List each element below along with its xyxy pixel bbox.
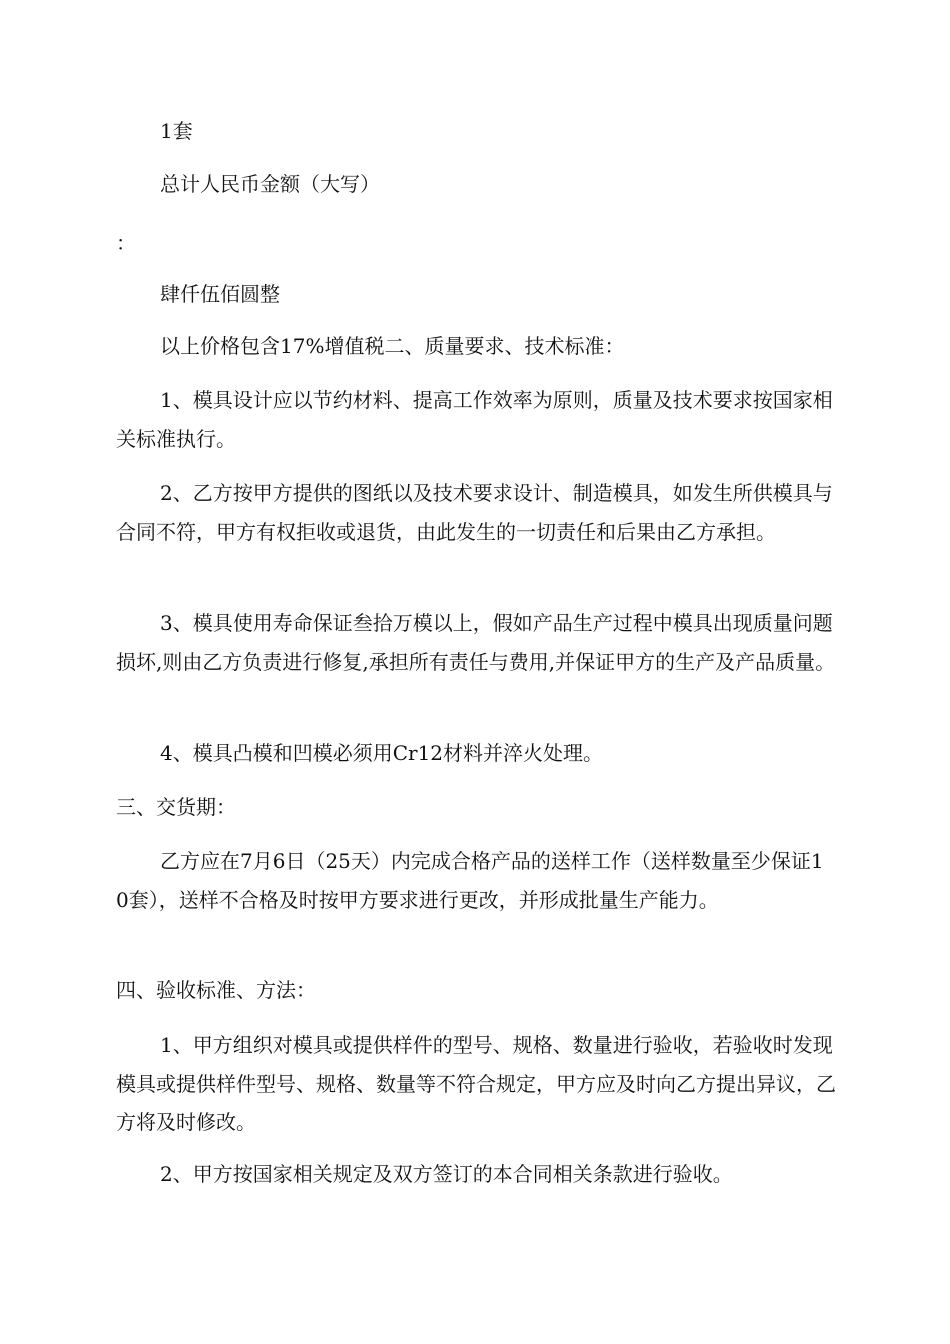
tax-note-and-section-two-heading: 以上价格包含17%增值税二、质量要求、技术标准： — [160, 334, 625, 358]
quality-clause-4: 4、模具凸模和凹模必须用Cr12材料并淬火处理。 — [160, 741, 604, 765]
delivery-clause: 乙方应在7月6日（25天）内完成合格产品的送样工作（送样数量至少保证10套），送样不合格及时按甲方要求进行更改，并形成批量生产能力。 — [116, 849, 824, 912]
total-amount-label: 总计人民币金额（大写） — [160, 172, 380, 196]
section-four-heading: 四、验收标准、方法： — [116, 978, 316, 1002]
section-three-heading: 三、交货期： — [116, 795, 236, 819]
quantity-line: 1套 — [160, 119, 193, 143]
acceptance-clause-2: 2、甲方按国家相关规定及双方签订的本合同相关条款进行验收。 — [160, 1162, 733, 1186]
colon-line: ： — [116, 231, 136, 255]
quality-clause-2: 2、乙方按甲方提供的图纸以及技术要求设计、制造模具，如发生所供模具与合同不符，甲方有权拒收或退货，由此发生的一切责任和后果由乙方承担。 — [116, 481, 833, 544]
total-amount-value: 肆仟伍佰圆整 — [160, 282, 280, 306]
acceptance-clause-1: 1、甲方组织对模具或提供样件的型号、规格、数量进行验收，若验收时发现模具或提供样件型号、规格、数量等不符合规定，甲方应及时向乙方提出异议，乙方将及时修改。 — [116, 1033, 836, 1134]
quality-clause-1: 1、模具设计应以节约材料、提高工作效率为原则，质量及技术要求按国家相关标准执行。 — [116, 388, 833, 451]
quality-clause-3: 3、模具使用寿命保证叁拾万模以上，假如产品生产过程中模具出现质量问题损坏,则由乙方负责进行修复,承担所有责任与费用,并保证甲方的生产及产品质量。 — [116, 611, 836, 674]
